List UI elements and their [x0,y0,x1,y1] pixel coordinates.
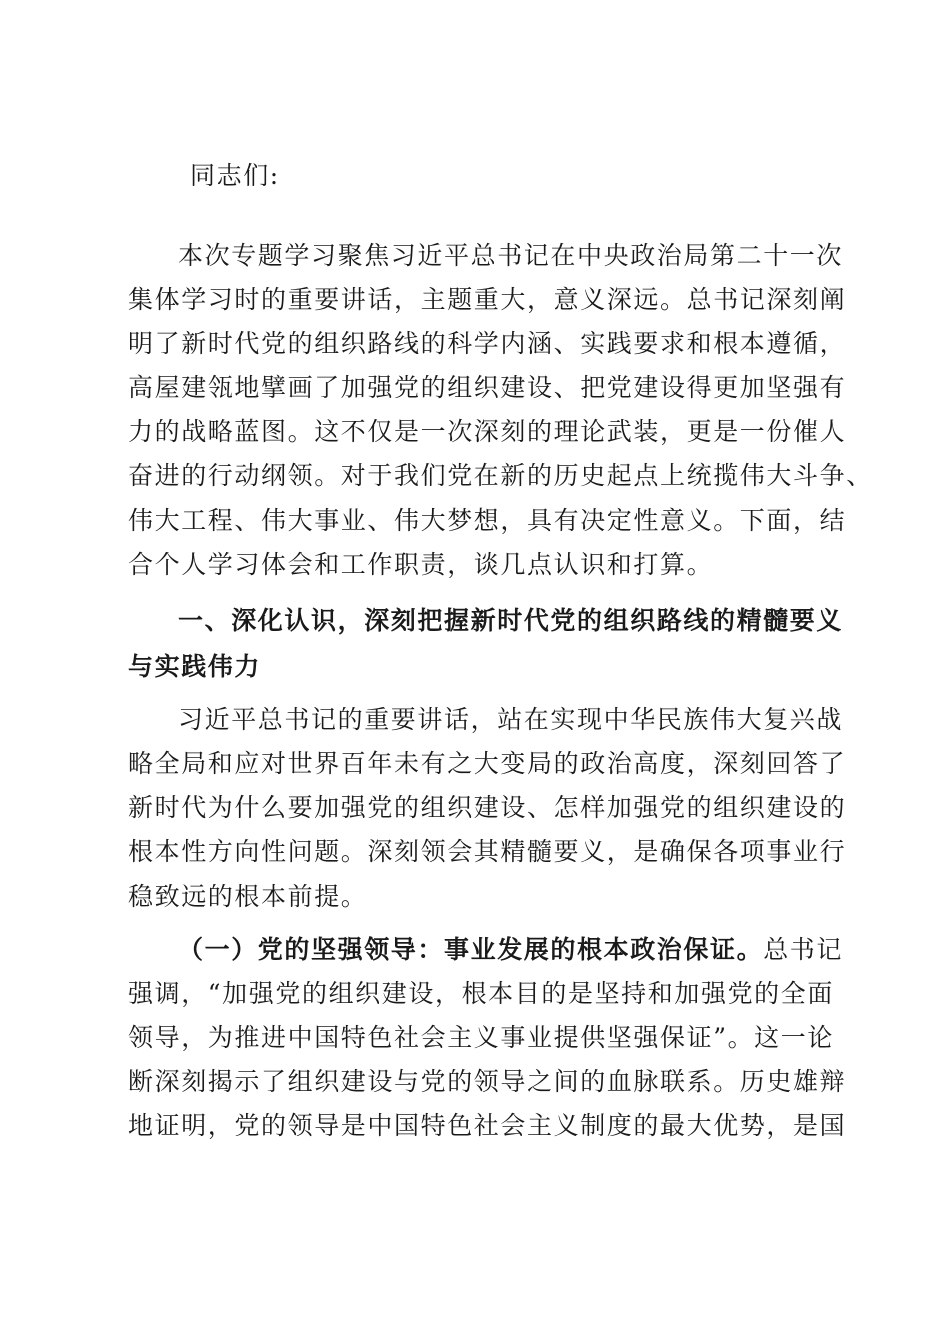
section-body-line: 稳致远的根本前提。 [128,882,368,911]
subsection-line: 地证明，党的领导是中国特色社会主义制度的最大优势，是国 [128,1111,847,1140]
subsection-text: 总书记 [763,935,844,964]
salutation: 同志们: [190,161,280,190]
intro-line: 奋进的行动纲领。对于我们党在新的历史起点上统揽伟大斗争、 [128,461,873,490]
section-heading: 与实践伟力 [128,652,262,681]
subsection-line: 强调，“加强党的组织建设，根本目的是坚持和加强党的全面 [128,979,834,1008]
intro-line: 集体学习时的重要讲话，主题重大，意义深远。总书记深刻阐 [128,285,847,314]
intro-line: 高屋建瓴地擘画了加强党的组织建设、把党建设得更加坚强有 [128,373,847,402]
section-heading: 一、深化认识，深刻把握新时代党的组织路线的精髓要义 [178,606,844,635]
intro-line: 力的战略蓝图。这不仅是一次深刻的理论武装，更是一份催人 [128,417,847,446]
intro-line: 明了新时代党的组织路线的科学内涵、实践要求和根本遵循， [128,329,847,358]
subsection-line: 断深刻揭示了组织建设与党的领导之间的血脉联系。历史雄辩 [128,1067,847,1096]
intro-line: 伟大工程、伟大事业、伟大梦想，具有决定性意义。下面，结 [128,506,847,535]
section-body-line: 习近平总书记的重要讲话，站在实现中华民族伟大复兴战 [178,705,844,734]
intro-line: 本次专题学习聚焦习近平总书记在中央政治局第二十一次 [178,241,844,270]
subsection-first-line [128,932,844,968]
subsection-line: 领导，为推进中国特色社会主义事业提供坚强保证”。这一论 [128,1023,834,1052]
section-body-line: 新时代为什么要加强党的组织建设、怎样加强党的组织建设的 [128,793,847,822]
intro-line: 合个人学习体会和工作职责，谈几点认识和打算。 [128,550,714,579]
section-body-line: 略全局和应对世界百年未有之大变局的政治高度，深刻回答了 [128,749,847,778]
subsection-title: （一）党的坚强领导：事业发展的根本政治保证。 [178,935,764,964]
section-body-line: 根本性方向性问题。深刻领会其精髓要义，是确保各项事业行 [128,837,847,866]
